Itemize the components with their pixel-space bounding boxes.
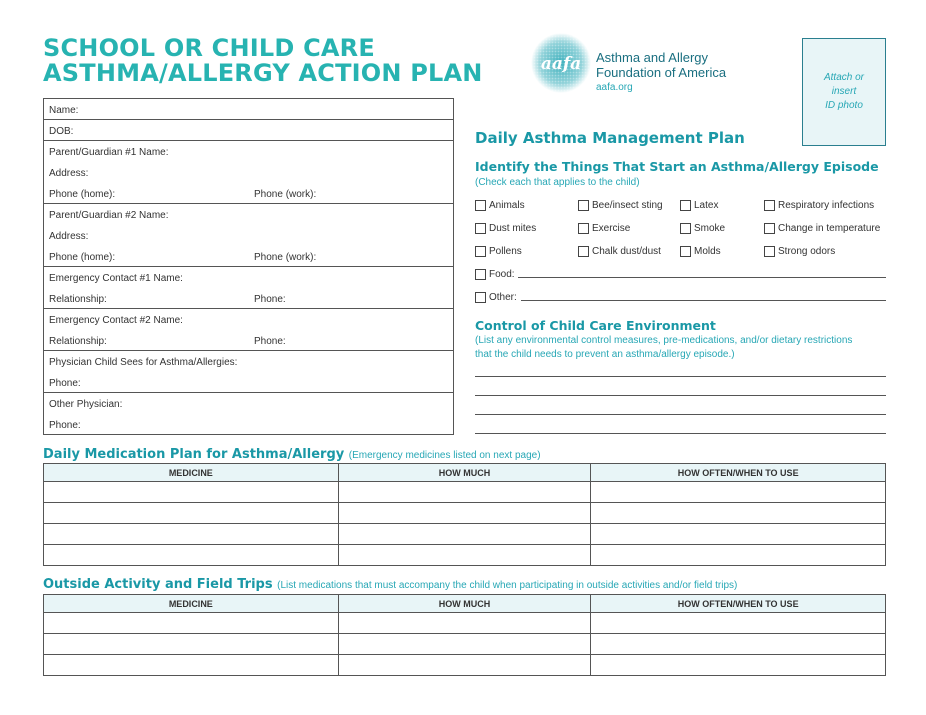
- environment-fill-line[interactable]: [475, 376, 886, 377]
- column-header-medicine: MEDICINE: [44, 595, 339, 613]
- trigger-label: Molds: [694, 246, 721, 257]
- table-cell[interactable]: [591, 613, 886, 634]
- table-cell[interactable]: [338, 545, 591, 566]
- guardian2-phone-work-field[interactable]: Phone (work):: [254, 252, 317, 263]
- page-title: [43, 36, 483, 86]
- guardian1-address-field[interactable]: Address:: [49, 168, 89, 179]
- environment-fill-line[interactable]: [475, 414, 886, 415]
- page-title-line-1: SCHOOL OR CHILD CARE: [43, 34, 375, 62]
- divider: [44, 350, 453, 351]
- guardian2-phone-home-field[interactable]: Phone (home):: [49, 252, 116, 263]
- environment-heading: Control of Child Care Environment: [475, 318, 716, 333]
- logo-url: aafa.org: [596, 82, 633, 93]
- trigger-label: Dust mites: [489, 223, 537, 234]
- other-physician-phone-field[interactable]: Phone:: [49, 420, 81, 431]
- other-fill-line[interactable]: [521, 300, 886, 301]
- trigger-label: Exercise: [592, 223, 631, 234]
- trigger-molds-checkbox[interactable]: [680, 246, 721, 257]
- checkbox-icon: [475, 200, 486, 211]
- table-cell[interactable]: [338, 482, 591, 503]
- table-cell[interactable]: [338, 524, 591, 545]
- table-cell[interactable]: [338, 503, 591, 524]
- logo-org-line-1: Asthma and Allergy: [596, 50, 709, 65]
- other-physician-field[interactable]: Other Physician:: [49, 399, 123, 410]
- management-plan-heading: Daily Asthma Management Plan: [475, 129, 745, 147]
- table-cell[interactable]: [338, 613, 591, 634]
- checkbox-icon: [475, 269, 486, 280]
- trigger-chalk-checkbox[interactable]: [578, 246, 661, 257]
- table-row: [44, 545, 886, 566]
- checkbox-icon: [680, 223, 691, 234]
- divider: [44, 119, 453, 120]
- checkbox-icon: [764, 246, 775, 257]
- emergency2-phone-field[interactable]: Phone:: [254, 336, 286, 347]
- aafa-logo: [530, 32, 760, 98]
- trigger-pollens-checkbox[interactable]: [475, 246, 522, 257]
- checkbox-icon: [578, 246, 589, 257]
- checkbox-icon: [475, 246, 486, 257]
- trigger-odors-checkbox[interactable]: [764, 246, 835, 257]
- column-header-how-much: HOW MUCH: [338, 464, 591, 482]
- environment-fill-line[interactable]: [475, 395, 886, 396]
- environment-note-line-2: that the child needs to prevent an asthma/allergy episode.): [475, 349, 735, 360]
- column-header-how-often: HOW OFTEN/WHEN TO USE: [591, 595, 886, 613]
- table-cell[interactable]: [591, 545, 886, 566]
- emergency2-name-field[interactable]: Emergency Contact #2 Name:: [49, 315, 183, 326]
- logo-org-line-2: Foundation of America: [596, 65, 727, 80]
- trigger-label: Pollens: [489, 246, 522, 257]
- trigger-label: Chalk dust/dust: [592, 246, 661, 257]
- table-row: [44, 524, 886, 545]
- table-cell[interactable]: [44, 503, 339, 524]
- physician-name-field[interactable]: Physician Child Sees for Asthma/Allergies:: [49, 357, 238, 368]
- divider: [44, 266, 453, 267]
- id-photo-line-2: insert: [831, 86, 857, 97]
- checkbox-icon: [764, 223, 775, 234]
- trigger-label: Food:: [489, 269, 515, 280]
- checkbox-icon: [578, 223, 589, 234]
- trigger-other-checkbox[interactable]: [475, 292, 517, 303]
- guardian1-phone-home-field[interactable]: Phone (home):: [49, 189, 116, 200]
- environment-fill-line[interactable]: [475, 433, 886, 434]
- table-cell[interactable]: [591, 634, 886, 655]
- emergency1-name-field[interactable]: Emergency Contact #1 Name:: [49, 273, 183, 284]
- trigger-temperature-checkbox[interactable]: [764, 223, 880, 234]
- field-trips-table: [43, 594, 886, 676]
- guardian2-name-field[interactable]: Parent/Guardian #2 Name:: [49, 210, 169, 221]
- checkbox-icon: [764, 200, 775, 211]
- table-cell[interactable]: [591, 655, 886, 676]
- trigger-label: Latex: [694, 200, 719, 211]
- checkbox-icon: [680, 246, 691, 257]
- trigger-label: Smoke: [694, 223, 726, 234]
- trigger-exercise-checkbox[interactable]: [578, 223, 630, 234]
- trigger-label: Change in temperature: [778, 223, 881, 234]
- trigger-food-checkbox[interactable]: [475, 269, 515, 280]
- table-cell[interactable]: [44, 545, 339, 566]
- field-trips-note: (List medications that must accompany the child when participating in outside activities and/or field trips): [277, 580, 738, 591]
- trigger-animals-checkbox[interactable]: [475, 200, 525, 211]
- checkbox-icon: [578, 200, 589, 211]
- id-photo-line-1: Attach or: [823, 72, 865, 83]
- divider: [44, 140, 453, 141]
- divider: [44, 308, 453, 309]
- name-field[interactable]: Name:: [49, 105, 79, 116]
- checkbox-icon: [475, 292, 486, 303]
- triggers-note: (Check each that applies to the child): [475, 177, 640, 188]
- table-cell[interactable]: [591, 524, 886, 545]
- triggers-heading: Identify the Things That Start an Asthma/Allergy Episode: [475, 159, 879, 174]
- environment-note: [475, 334, 852, 362]
- checkbox-icon: [680, 200, 691, 211]
- id-photo-line-3: ID photo: [825, 100, 863, 111]
- id-photo-box[interactable]: [802, 38, 886, 146]
- checkbox-icon: [475, 223, 486, 234]
- medication-plan-note: (Emergency medicines listed on next page): [348, 450, 541, 461]
- trigger-label: Other:: [489, 292, 517, 303]
- logo-org-name: [596, 50, 726, 80]
- guardian2-address-field[interactable]: Address:: [49, 231, 89, 242]
- table-cell[interactable]: [44, 655, 339, 676]
- field-trips-title-text: Outside Activity and Field Trips: [43, 577, 273, 592]
- table-header-row: [44, 464, 886, 482]
- environment-note-line-1: (List any environmental control measures, pre-medications, and/or dietary restrictions: [475, 335, 853, 346]
- emergency2-relationship-field[interactable]: Relationship:: [49, 336, 107, 347]
- physician-phone-field[interactable]: Phone:: [49, 378, 81, 389]
- table-cell[interactable]: [44, 482, 339, 503]
- food-fill-line[interactable]: [518, 277, 886, 278]
- trigger-label: Animals: [489, 200, 525, 211]
- guardian1-phone-work-field[interactable]: Phone (work):: [254, 189, 317, 200]
- table-cell[interactable]: [338, 634, 591, 655]
- table-cell[interactable]: [338, 655, 591, 676]
- trigger-dust-mites-checkbox[interactable]: [475, 223, 536, 234]
- table-cell[interactable]: [44, 524, 339, 545]
- divider: [44, 392, 453, 393]
- page-title-line-2: ASTHMA/ALLERGY ACTION PLAN: [43, 59, 483, 87]
- emergency1-relationship-field[interactable]: Relationship:: [49, 294, 107, 305]
- trigger-latex-checkbox[interactable]: [680, 200, 718, 211]
- table-row: [44, 503, 886, 524]
- trigger-label: Respiratory infections: [778, 200, 875, 211]
- logo-mark-text: aafa: [540, 54, 582, 74]
- id-photo-label: [814, 71, 874, 113]
- column-header-how-often: HOW OFTEN/WHEN TO USE: [591, 464, 886, 482]
- trigger-label: Strong odors: [778, 246, 836, 257]
- dob-field[interactable]: DOB:: [49, 126, 74, 137]
- medication-plan-title-text: Daily Medication Plan for Asthma/Allergy: [43, 447, 345, 462]
- divider: [44, 203, 453, 204]
- trigger-smoke-checkbox[interactable]: [680, 223, 725, 234]
- table-cell[interactable]: [591, 503, 886, 524]
- medication-plan-title: [43, 447, 541, 462]
- table-header-row: [44, 595, 886, 613]
- table-cell[interactable]: [44, 634, 339, 655]
- guardian1-name-field[interactable]: Parent/Guardian #1 Name:: [49, 147, 169, 158]
- field-trips-title: [43, 577, 737, 592]
- table-row: [44, 655, 886, 676]
- table-cell[interactable]: [591, 482, 886, 503]
- trigger-bee-checkbox[interactable]: [578, 200, 663, 211]
- aafa-dot-globe-icon: [530, 32, 592, 94]
- trigger-label: Bee/insect sting: [592, 200, 663, 211]
- table-row: [44, 613, 886, 634]
- table-row: [44, 482, 886, 503]
- child-info-box: [43, 98, 454, 435]
- table-row: [44, 634, 886, 655]
- emergency1-phone-field[interactable]: Phone:: [254, 294, 286, 305]
- column-header-how-much: HOW MUCH: [338, 595, 591, 613]
- medication-plan-table: [43, 463, 886, 566]
- column-header-medicine: MEDICINE: [44, 464, 339, 482]
- trigger-respiratory-checkbox[interactable]: [764, 200, 874, 211]
- table-cell[interactable]: [44, 613, 339, 634]
